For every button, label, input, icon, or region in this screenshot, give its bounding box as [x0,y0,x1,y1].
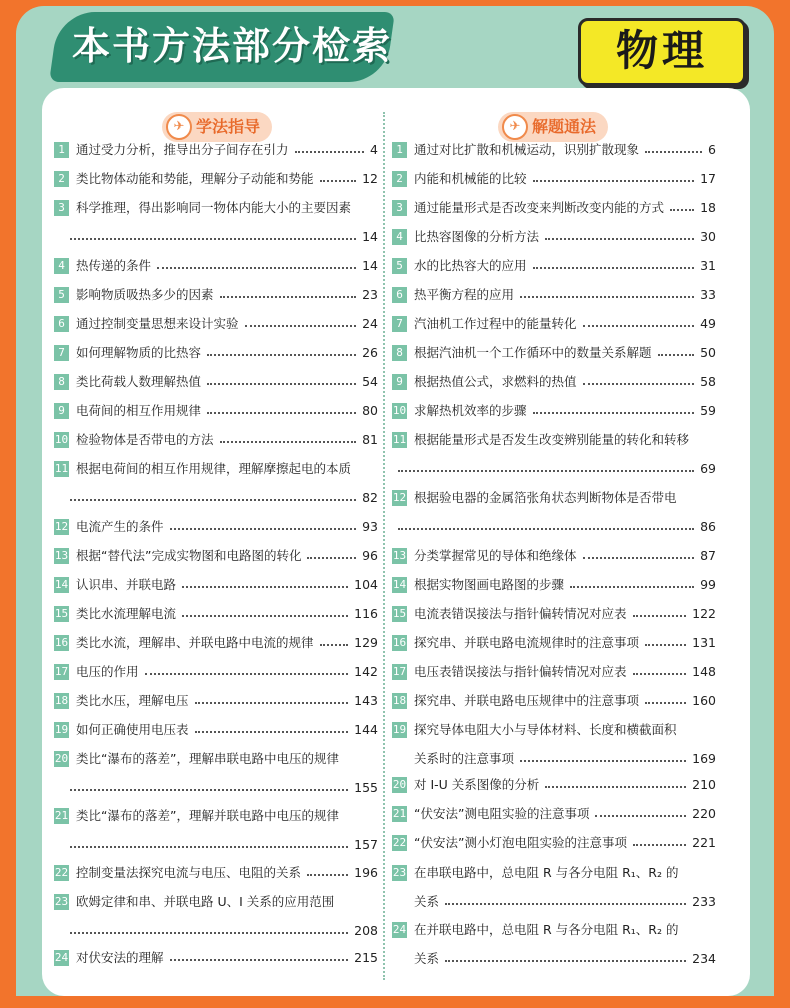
item-page-number: 30 [700,229,716,244]
item-text: 通过能量形式是否改变来判断改变内能的方式 [414,200,665,215]
item-number: 10 [392,404,407,417]
item-text: 在并联电路中，总电阻 R 与各分电阻 R₁、R₂ 的 [414,922,679,937]
item-text: 电荷间的相互作用规律 [76,403,202,418]
leader-dots [633,605,686,623]
content-card [42,88,750,996]
leader-dots [533,170,694,188]
leader-dots [583,547,694,565]
leader-dots [645,141,702,159]
leader-dots [570,576,694,594]
item-number: 7 [392,316,407,332]
leader-dots [645,634,686,652]
leader-dots [645,692,686,710]
item-text: 内能和机械能的比较 [414,171,527,186]
item-text: 电压表错误接法与指针偏转情况对应表 [414,664,627,679]
item-text: 在串联电路中，总电阻 R 与各分电阻 R₁、R₂ 的 [414,865,679,880]
leader-dots [70,779,348,797]
leader-dots [70,489,356,507]
item-text-continued: 关系 [414,894,440,909]
item-page-number: 23 [362,287,378,302]
item-page-number: 14 [362,229,378,244]
item-page-number: 144 [354,722,378,737]
leader-dots [398,518,694,536]
item-text: 电压的作用 [76,664,139,679]
item-number: 14 [54,578,69,591]
item-text: 根据电荷间的相互作用规律，理解摩擦起电的本质 [76,461,352,476]
leader-dots [70,922,348,940]
item-number: 5 [54,287,69,303]
leader-dots [182,605,348,623]
item-text: 水的比热容大的应用 [414,258,527,273]
item-page-number: 104 [354,577,378,592]
item-text: 对伏安法的理解 [76,950,164,965]
item-page-number: 160 [692,693,716,708]
item-number: 4 [54,258,69,274]
item-number: 12 [392,491,407,504]
leader-dots [195,721,348,739]
item-number: 1 [392,142,407,158]
leader-dots [220,286,356,304]
item-text: 电流产生的条件 [76,519,164,534]
item-page-number: 18 [700,200,716,215]
item-number: 7 [54,345,69,361]
item-page-number: 116 [354,606,378,621]
item-page-number: 58 [700,374,716,389]
item-text: 如何正确使用电压表 [76,722,189,737]
item-number: 11 [392,433,407,446]
item-number: 14 [392,578,407,591]
item-page-number: 93 [362,519,378,534]
item-page-number: 86 [700,519,716,534]
item-text: 类比水压，理解电压 [76,693,189,708]
item-text: 根据验电器的金属箔张角状态判断物体是否带电 [414,490,677,505]
item-number: 17 [392,665,407,678]
right-section-title: 解题通法 [532,117,597,136]
leader-dots [207,402,356,420]
item-text: 热传递的条件 [76,258,152,273]
leader-dots [207,373,356,391]
leader-dots [595,805,686,823]
leader-dots [520,750,686,768]
item-text: 求解热机效率的步骤 [414,403,527,418]
item-text: 探究串、并联电路电压规律中的注意事项 [414,693,640,708]
item-number: 5 [392,258,407,274]
item-page-number: 155 [354,780,378,795]
leader-dots [182,576,348,594]
item-number: 13 [392,549,407,562]
item-page-number: 96 [362,548,378,563]
item-text: 比热容图像的分析方法 [414,229,540,244]
item-number: 20 [54,752,69,765]
item-number: 18 [392,694,407,707]
item-number: 6 [54,316,69,332]
item-number: 6 [392,287,407,303]
item-page-number: 6 [708,142,716,157]
leader-dots [195,692,348,710]
item-page-number: 215 [354,950,378,965]
item-number: 23 [54,895,69,908]
item-number: 3 [392,200,407,216]
leader-dots [307,864,348,882]
item-page-number: 69 [700,461,716,476]
item-text: 汽油机工作过程中的能量转化 [414,316,577,331]
leader-dots [398,460,694,478]
item-page-number: 82 [362,490,378,505]
item-text: 控制变量法探究电流与电压、电阻的关系 [76,865,302,880]
item-number: 19 [392,723,407,736]
leader-dots [220,431,356,449]
item-page-number: 24 [362,316,378,331]
left-section-title: 学法指导 [196,117,261,136]
bottom-strip [0,996,790,1008]
item-text: 类比荷载人数理解热值 [76,374,202,389]
item-number: 8 [392,345,407,361]
item-page-number: 148 [692,664,716,679]
leader-dots [633,663,686,681]
leader-dots [170,518,356,536]
leader-dots [670,199,694,217]
leader-dots [583,373,694,391]
item-page-number: 122 [692,606,716,621]
item-number: 15 [54,607,69,620]
item-text: 认识串、并联电路 [76,577,177,592]
item-number: 18 [54,694,69,707]
rocket-icon: ✈ [502,114,528,140]
item-number: 16 [54,636,69,649]
item-number: 4 [392,229,407,245]
subject-label: 物理 [615,26,708,75]
item-number: 2 [54,171,69,187]
item-page-number: 31 [700,258,716,273]
leader-dots [70,836,348,854]
item-page-number: 169 [692,751,716,766]
rocket-icon: ✈ [166,114,192,140]
item-text: 根据“替代法”完成实物图和电路图的转化 [76,548,302,563]
item-text: 根据实物图画电路图的步骤 [414,577,565,592]
item-text: 科学推理，得出影响同一物体内能大小的主要因素 [76,200,352,215]
item-text: 探究串、并联电路电流规律时的注意事项 [414,635,640,650]
item-page-number: 87 [700,548,716,563]
item-text: 通过控制变量思想来设计实验 [76,316,239,331]
item-page-number: 143 [354,693,378,708]
item-text: 类比“瀑布的落差”，理解并联电路中电压的规律 [76,808,339,823]
leader-dots [157,257,356,275]
item-text: 检验物体是否带电的方法 [76,432,214,447]
item-number: 12 [54,520,69,533]
item-number: 3 [54,200,69,216]
item-text-continued: 关系时的注意事项 [414,751,515,766]
item-page-number: 59 [700,403,716,418]
item-number: 21 [392,807,407,820]
leader-dots [245,315,356,333]
item-number: 9 [54,403,69,419]
item-number: 16 [392,636,407,649]
item-page-number: 14 [362,258,378,273]
item-text: 通过受力分析，推导出分子间存在引力 [76,142,289,157]
item-text: 电流表错误接法与指针偏转情况对应表 [414,606,627,621]
leader-dots [207,344,356,362]
leader-dots [583,315,694,333]
item-page-number: 81 [362,432,378,447]
item-page-number: 233 [692,894,716,909]
item-text: “伏安法”测电阻实验的注意事项 [414,806,590,821]
item-text: 热平衡方程的应用 [414,287,515,302]
leader-dots [145,663,348,681]
item-text: 影响物质吸热多少的因素 [76,287,214,302]
item-number: 24 [54,951,69,964]
leader-dots [545,776,686,794]
item-page-number: 210 [692,777,716,792]
item-number: 23 [392,866,407,879]
item-page-number: 208 [354,923,378,938]
item-page-number: 99 [700,577,716,592]
item-number: 1 [54,142,69,158]
item-number: 19 [54,723,69,736]
item-number: 9 [392,374,407,390]
leader-dots [320,170,356,188]
item-text: “伏安法”测小灯泡电阻实验的注意事项 [414,835,627,850]
item-page-number: 33 [700,287,716,302]
leader-dots [70,228,356,246]
column-divider [383,112,385,980]
item-number: 22 [54,866,69,879]
item-page-number: 142 [354,664,378,679]
item-number: 10 [54,433,69,446]
item-page-number: 234 [692,951,716,966]
item-number: 21 [54,809,69,822]
item-page-number: 50 [700,345,716,360]
item-page-number: 12 [362,171,378,186]
leader-dots [533,402,694,420]
item-text: 类比“瀑布的落差”，理解串联电路中电压的规律 [76,751,339,766]
item-number: 13 [54,549,69,562]
item-text: 对 I-U 关系图像的分析 [414,777,540,792]
item-text-continued: 关系 [414,951,440,966]
item-page-number: 17 [700,171,716,186]
item-number: 15 [392,607,407,620]
item-page-number: 129 [354,635,378,650]
item-text: 类比水流，理解串、并联电路中电流的规律 [76,635,314,650]
item-number: 20 [392,778,407,791]
item-number: 24 [392,923,407,936]
leader-dots [658,344,694,362]
item-number: 11 [54,462,69,475]
item-text: 如何理解物质的比热容 [76,345,202,360]
leader-dots [545,228,694,246]
leader-dots [170,949,348,967]
item-text: 根据能量形式是否发生改变辨别能量的转化和转移 [414,432,690,447]
item-number: 2 [392,171,407,187]
leader-dots [445,950,686,968]
item-page-number: 49 [700,316,716,331]
item-text: 欧姆定律和串、并联电路 U、I 关系的应用范围 [76,894,335,909]
leader-dots [520,286,694,304]
page-title: 本书方法部分检索 [72,24,393,68]
item-text: 通过对比扩散和机械运动，识别扩散现象 [414,142,640,157]
leader-dots [533,257,694,275]
item-text: 类比水流理解电流 [76,606,177,621]
item-text: 探究导体电阻大小与导体材料、长度和横截面积 [414,722,677,737]
item-text: 根据汽油机一个工作循环中的数量关系解题 [414,345,652,360]
leader-dots [320,634,348,652]
item-number: 22 [392,836,407,849]
item-page-number: 26 [362,345,378,360]
item-page-number: 196 [354,865,378,880]
item-text: 根据热值公式，求燃料的热值 [414,374,577,389]
item-number: 8 [54,374,69,390]
item-number: 17 [54,665,69,678]
item-page-number: 54 [362,374,378,389]
item-page-number: 220 [692,806,716,821]
leader-dots [445,893,686,911]
item-page-number: 221 [692,835,716,850]
item-text: 类比物体动能和势能，理解分子动能和势能 [76,171,314,186]
item-page-number: 131 [692,635,716,650]
item-text: 分类掌握常见的导体和绝缘体 [414,548,577,563]
leader-dots [633,834,686,852]
leader-dots [307,547,356,565]
item-page-number: 4 [370,142,378,157]
leader-dots [295,141,364,159]
item-page-number: 157 [354,837,378,852]
item-page-number: 80 [362,403,378,418]
